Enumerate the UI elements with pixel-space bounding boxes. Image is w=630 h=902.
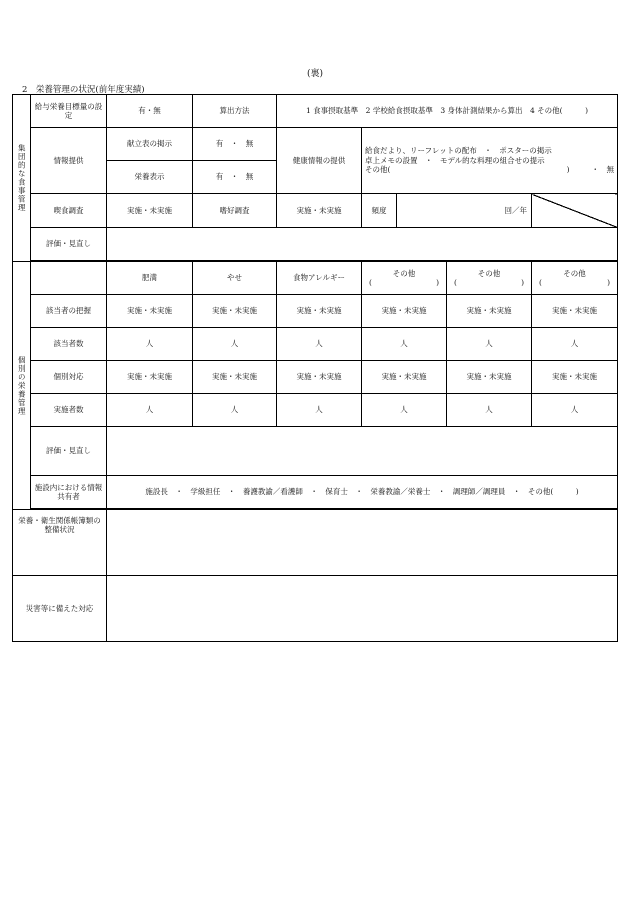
count-value[interactable]: 人 [362, 328, 447, 361]
grasp-value[interactable]: 実施・未実施 [193, 295, 277, 328]
implement-value[interactable]: 人 [362, 394, 447, 427]
header-allergy: 食物アレルギー [277, 262, 362, 295]
implement-value[interactable]: 人 [447, 394, 532, 427]
nutrition-value[interactable]: 有 ・ 無 [193, 161, 277, 194]
pref-value[interactable]: 実施・未実施 [277, 194, 362, 228]
header-other-2-label: その他 [477, 268, 501, 278]
implement-label: 実施者数 [31, 394, 107, 427]
target-label: 給与栄養目標量の設定 [31, 95, 107, 128]
health-line-2: 卓上メモの設置 ・ モデル的な料理の組合せの提示 [365, 155, 545, 165]
paren-close: ) [607, 278, 611, 287]
count-value[interactable]: 人 [447, 328, 532, 361]
header-other-1[interactable] [362, 262, 447, 295]
grasp-value[interactable]: 実施・未実施 [107, 295, 193, 328]
grasp-value[interactable]: 実施・未実施 [277, 295, 362, 328]
response-value[interactable]: 実施・未実施 [447, 361, 532, 394]
freq-unit: 回／年 [504, 205, 527, 215]
disaster-value[interactable] [107, 576, 618, 642]
calc-label: 算出方法 [193, 95, 277, 128]
diagonal-blank [532, 194, 618, 228]
health-line-3 [365, 165, 614, 174]
health-line-3-left: その他( [365, 165, 391, 175]
sharing-label: 施設内における情報共有者 [31, 476, 107, 509]
individual-blank-header [31, 262, 107, 295]
paren-open: ( [454, 278, 457, 287]
response-value[interactable]: 実施・未実施 [532, 361, 618, 394]
pref-label: 嗜好調査 [193, 194, 277, 228]
group-eval-value[interactable] [107, 228, 618, 261]
header-other-2[interactable] [447, 262, 532, 295]
intake-value[interactable]: 実施・未実施 [107, 194, 193, 228]
section-title: 2 栄養管理の状況(前年度実績) [22, 85, 145, 95]
paren-close: ) [436, 278, 439, 287]
records-label: 栄養・衛生関係帳簿類の整備状況 [13, 510, 107, 576]
response-label: 個別対応 [31, 361, 107, 394]
header-other-3[interactable] [532, 262, 618, 295]
health-options[interactable] [362, 128, 618, 194]
paren-open: ( [539, 278, 542, 287]
implement-value[interactable]: 人 [277, 394, 362, 427]
nutrition-label: 栄養表示 [107, 161, 193, 194]
response-value[interactable]: 実施・未実施 [362, 361, 447, 394]
health-line-3-right: ・ 無 [591, 165, 615, 175]
group-section-label: 集団的な食事管理 [13, 95, 31, 262]
health-line-1: 給食だより、リーフレットの配布 ・ ポスターの掲示 [365, 146, 552, 156]
header-other-3-label: その他 [563, 268, 586, 278]
response-value[interactable]: 実施・未実施 [193, 361, 277, 394]
target-value[interactable]: 有・無 [107, 95, 193, 128]
menu-value[interactable]: 有 ・ 無 [193, 128, 277, 161]
header-other-1-label: その他 [392, 268, 416, 278]
calc-options[interactable]: 1 食事摂取基準 2 学校給食摂取基準 3 身体計測結果から算出 4 その他( ) [277, 95, 618, 128]
grasp-value[interactable]: 実施・未実施 [362, 295, 447, 328]
grasp-value[interactable]: 実施・未実施 [447, 295, 532, 328]
disaster-label: 災害等に備えた対応 [13, 576, 107, 642]
response-value[interactable]: 実施・未実施 [277, 361, 362, 394]
grasp-label: 該当者の把握 [31, 295, 107, 328]
implement-value[interactable]: 人 [193, 394, 277, 427]
freq-cell[interactable] [362, 194, 532, 228]
info-label: 情報提供 [31, 128, 107, 194]
paren-close: ) [521, 278, 524, 287]
header-obesity: 肥満 [107, 262, 193, 295]
count-value[interactable]: 人 [193, 328, 277, 361]
implement-value[interactable]: 人 [107, 394, 193, 427]
health-line-3-mid: ) [566, 165, 570, 175]
grasp-value[interactable]: 実施・未実施 [532, 295, 618, 328]
count-value[interactable]: 人 [532, 328, 618, 361]
header-other-1-paren [365, 278, 443, 287]
response-value[interactable]: 実施・未実施 [107, 361, 193, 394]
page-header: (裏) [306, 69, 324, 79]
intake-label: 喫食調査 [31, 194, 107, 228]
count-label: 該当者数 [31, 328, 107, 361]
records-value[interactable] [107, 510, 618, 576]
nutrition-management-form [12, 94, 618, 642]
health-label: 健康情報の提供 [277, 128, 362, 194]
header-other-3-paren [535, 278, 614, 287]
count-value[interactable]: 人 [277, 328, 362, 361]
count-value[interactable]: 人 [107, 328, 193, 361]
freq-label: 頻度 [362, 194, 397, 227]
sharing-options[interactable]: 施設長 ・ 学級担任 ・ 養護教諭／看護師 ・ 保育士 ・ 栄養教諭／栄養士 ・ 調理師／調理員 ・ その他( ) [107, 476, 618, 509]
menu-label: 献立表の掲示 [107, 128, 193, 161]
individual-eval-label: 評価・見直し [31, 427, 107, 476]
individual-eval-value[interactable] [107, 427, 618, 476]
paren-open: ( [369, 278, 372, 287]
header-thin: やせ [193, 262, 277, 295]
header-other-2-paren [450, 278, 528, 287]
individual-section-label: 個別の栄養管理 [13, 262, 31, 510]
implement-value[interactable]: 人 [532, 394, 618, 427]
group-eval-label: 評価・見直し [31, 228, 107, 261]
